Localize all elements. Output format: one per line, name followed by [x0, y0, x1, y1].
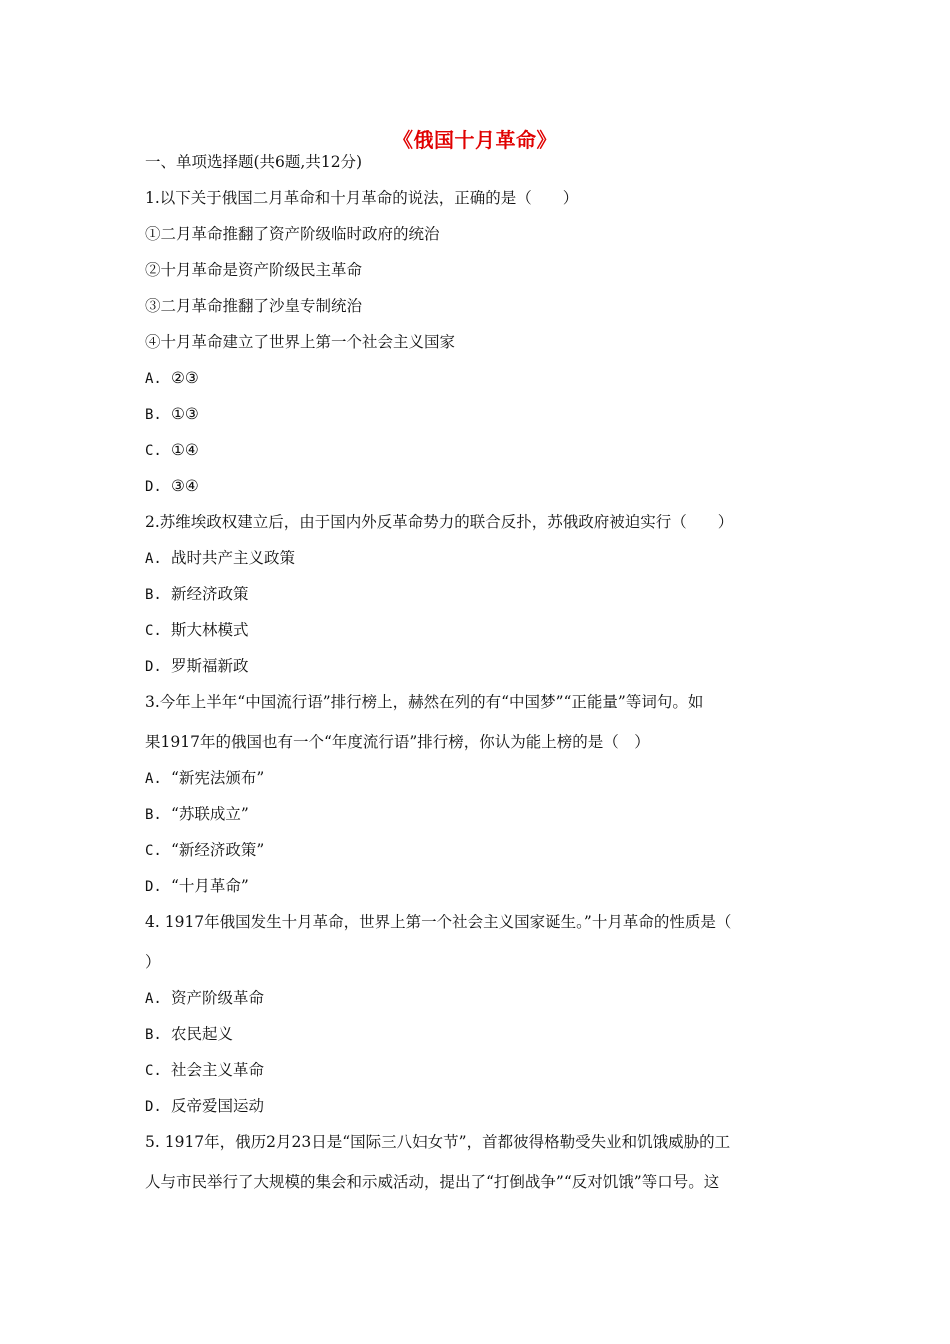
option-key: C.	[145, 623, 162, 639]
question-2-option-a	[145, 547, 295, 570]
option-key: B.	[145, 407, 162, 423]
question-3-stem-line-2: 果1917年的俄国也有一个“年度流行语”排行榜，你认为能上榜的是（ ）	[145, 733, 650, 751]
question-4-option-a	[145, 987, 264, 1010]
option-key: A.	[145, 991, 162, 1007]
option-text: 社会主义革命	[171, 1061, 265, 1079]
option-key: D.	[145, 479, 162, 495]
option-text: “新宪法颁布”	[171, 769, 265, 787]
document-title: 《俄国十月革命》	[393, 128, 557, 152]
option-key: C.	[145, 843, 162, 859]
option-text: 农民起义	[171, 1025, 234, 1043]
option-key: A.	[145, 371, 162, 387]
question-1-option-b	[145, 403, 199, 426]
option-text: 资产阶级革命	[171, 989, 265, 1007]
question-1-option-c	[145, 439, 199, 462]
question-1-statement-3: ③二月革命推翻了沙皇专制统治	[145, 297, 363, 315]
question-5-stem-line-2: 人与市民举行了大规模的集会和示威活动，提出了“打倒战争”“反对饥饿”等口号。这	[145, 1173, 720, 1191]
option-key: D.	[145, 659, 162, 675]
option-text: ②③	[171, 369, 199, 387]
option-key: A.	[145, 771, 162, 787]
option-key: B.	[145, 807, 162, 823]
question-3-option-a	[145, 767, 264, 790]
option-text: 新经济政策	[171, 585, 249, 603]
question-5-stem-line-1: 5. 1917年，俄历2月23日是“国际三八妇女节”，首都彼得格勒受失业和饥饿威胁的工	[145, 1133, 731, 1151]
option-text: 战时共产主义政策	[171, 549, 296, 567]
option-text: ①③	[171, 405, 199, 423]
section-heading: 一、单项选择题(共6题,共12分)	[145, 153, 363, 171]
option-key: C.	[145, 443, 162, 459]
question-4-option-b	[145, 1023, 233, 1046]
question-2-option-b	[145, 583, 249, 606]
option-text: ③④	[171, 477, 199, 495]
option-text: 反帝爱国运动	[171, 1097, 265, 1115]
question-2-option-d	[145, 655, 249, 678]
question-1-statement-4: ④十月革命建立了世界上第一个社会主义国家	[145, 333, 456, 351]
question-2-stem: 2.苏维埃政权建立后，由于国内外反革命势力的联合反扑，苏俄政府被迫实行（ ）	[145, 513, 734, 531]
option-key: C.	[145, 1063, 162, 1079]
option-key: B.	[145, 587, 162, 603]
option-key: D.	[145, 879, 162, 895]
question-1-stem: 1.以下关于俄国二月革命和十月革命的说法，正确的是（ ）	[145, 189, 579, 207]
question-1-statement-2: ②十月革命是资产阶级民主革命	[145, 261, 363, 279]
question-3-option-b	[145, 803, 249, 826]
option-text: “新经济政策”	[171, 841, 265, 859]
option-text: 斯大林模式	[171, 621, 249, 639]
question-1-option-d	[145, 475, 199, 498]
question-3-option-d	[145, 875, 249, 898]
option-text: “苏联成立”	[171, 805, 249, 823]
question-1-statement-1: ①二月革命推翻了资产阶级临时政府的统治	[145, 225, 440, 243]
question-3-option-c	[145, 839, 264, 862]
question-4-option-c	[145, 1059, 264, 1082]
option-key: A.	[145, 551, 162, 567]
question-1-option-a	[145, 367, 199, 390]
question-4-stem-line-1: 4. 1917年俄国发生十月革命，世界上第一个社会主义国家诞生。”十月革命的性质是（	[145, 913, 732, 931]
question-3-stem-line-1: 3.今年上半年“中国流行语”排行榜上，赫然在列的有“中国梦”“正能量”等词句。如	[145, 693, 704, 711]
option-text: 罗斯福新政	[171, 657, 249, 675]
option-key: D.	[145, 1099, 162, 1115]
option-key: B.	[145, 1027, 162, 1043]
question-4-stem-line-2: ）	[145, 953, 161, 971]
option-text: ①④	[171, 441, 199, 459]
option-text: “十月革命”	[171, 877, 249, 895]
question-2-option-c	[145, 619, 249, 642]
question-4-option-d	[145, 1095, 264, 1118]
